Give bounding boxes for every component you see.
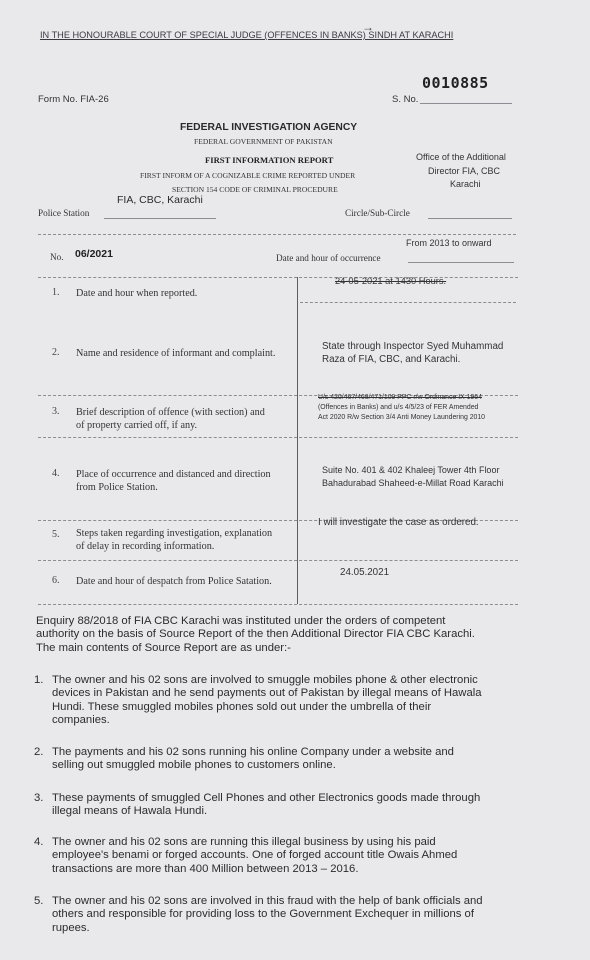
point-line: The payments and his 02 sons running his online Company under a website and <box>52 746 454 758</box>
row-3-label-line: Brief description of offence (with section) and <box>76 407 265 418</box>
row-separator <box>38 560 518 561</box>
intro-line: authority on the basis of Source Report of the then Additional Director FIA CBC Karachi. <box>36 628 475 641</box>
row-5-label-line: of delay in recording information. <box>76 541 215 552</box>
point-line: devices in Pakistan and he send payments out of Pakistan by illegal means of Hawala <box>52 687 482 700</box>
office-line-1: Office of the Additional <box>416 152 506 162</box>
row-5-number: 5. <box>52 529 60 540</box>
point-line: rupees. <box>52 921 90 934</box>
row-4-label-line: from Police Station. <box>76 482 158 493</box>
row-4-value-line: Bahadurabad Shaheed-e-Millat Road Karachi <box>322 478 504 488</box>
row-1-value-line: 24-05-2021 at 1430 Hours. <box>335 276 447 286</box>
row-1-value <box>335 275 446 287</box>
point-line: Hundi. These smuggled mobiles phones sold out under the umbrella of their <box>52 700 432 713</box>
from-note: From 2013 to onward <box>406 238 492 248</box>
row-2-value <box>322 340 503 366</box>
row-5-label-line: Steps taken regarding investigation, explanation <box>76 528 273 539</box>
point-2-number: 2. <box>34 746 44 758</box>
row-6-number: 6. <box>52 575 60 586</box>
point-line: These payments of smuggled Cell Phones and other Electronics goods made through <box>52 792 481 804</box>
intro-line: Enquiry 88/2018 of FIA CBC Karachi was instituted under the orders of competent <box>36 615 446 627</box>
agency-title: FEDERAL INVESTIGATION AGENCY <box>180 122 358 133</box>
police-station-underline <box>104 218 216 219</box>
point-line: The owner and his 02 sons are involved in this fraud with the help of bank officials and <box>52 895 483 907</box>
row-1-label <box>76 287 197 300</box>
point-5-text <box>52 895 483 935</box>
serial-underline <box>420 103 512 104</box>
row-6-value <box>340 567 389 579</box>
row-4-value <box>322 464 504 490</box>
point-2-text <box>52 746 454 773</box>
police-station-label: Police Station <box>38 208 90 218</box>
row-2-number: 2. <box>52 347 60 358</box>
report-subtitle-2: SECTION 154 CODE OF CRIMINAL PROCEDURE <box>172 185 338 194</box>
point-line: others and responsible for providing loss to the Government Exchequer in millions of <box>52 908 474 921</box>
point-3-number: 3. <box>34 792 44 804</box>
point-4-number: 4. <box>34 836 44 848</box>
point-line: illegal means of Hawala Hundi. <box>52 805 208 818</box>
no-label: No. <box>50 252 64 262</box>
office-line-2: Director FIA, CBC <box>428 166 501 176</box>
row-5-label <box>76 527 272 553</box>
court-heading: IN THE HONOURABLE COURT OF SPECIAL JUDGE (OFFENCES IN BANKS) SINDH AT KARACHI <box>40 30 454 40</box>
government-title: FEDERAL GOVERNMENT OF PAKISTAN <box>194 137 333 146</box>
point-line: The owner and his 02 sons are involved to smuggle mobiles phone & other electronic <box>52 674 478 686</box>
row-4-label-line: Place of occurrence and distanced and direction <box>76 469 271 480</box>
row-2-value-line: Raza of FIA, CBC, and Karachi. <box>322 354 461 365</box>
point-1-number: 1. <box>34 674 44 686</box>
row-separator <box>38 437 518 438</box>
row-2-label-line: Name and residence of informant and complaint. <box>76 348 276 359</box>
row-6-value-line: 24.05.2021 <box>340 567 390 578</box>
point-line: employee's benami or forged accounts. One of forged account title Owais Ahmed <box>52 849 458 862</box>
row-1-label-line: Date and hour when reported. <box>76 288 198 299</box>
point-line: companies. <box>52 713 110 726</box>
police-station-value: FIA, CBC, Karachi <box>117 194 203 206</box>
row-5-value <box>318 517 479 529</box>
occurrence-label: Date and hour of occurrence <box>276 253 381 263</box>
point-line: transactions are more than 400 Million between 2013 – 2016. <box>52 862 359 875</box>
point-5-number: 5. <box>34 895 44 907</box>
point-3-text <box>52 792 480 819</box>
report-title: FIRST INFORMATION REPORT <box>205 155 334 165</box>
row-3-label <box>76 406 265 432</box>
intro-paragraph <box>36 615 475 655</box>
circle-label: Circle/Sub-Circle <box>345 208 410 218</box>
row-3-value <box>318 393 485 423</box>
row-separator <box>300 302 516 303</box>
pen-mark: → <box>362 20 374 34</box>
row-4-number: 4. <box>52 468 60 479</box>
serial-label: S. No. <box>392 94 419 105</box>
intro-line: The main contents of Source Report are as under:- <box>36 641 291 654</box>
row-2-value-line: State through Inspector Syed Muhammad <box>322 341 504 352</box>
row-1-number: 1. <box>52 287 60 298</box>
header-separator <box>38 234 516 235</box>
office-line-3: Karachi <box>450 179 481 189</box>
point-1-text <box>52 674 482 727</box>
report-subtitle-1: FIRST INFORM OF A COGNIZABLE CRIME REPORTED UNDER <box>140 171 356 180</box>
row-3-value-line: (Offences in Banks) and u/s 4/5/23 of FER Amended <box>318 404 479 411</box>
row-3-value-line: Act 2020 R/w Section 3/4 Anti Money Laundering 2010 <box>318 414 486 421</box>
table-bottom-rule <box>38 604 518 605</box>
row-5-value-line: I will investigate the case as ordered. <box>318 517 479 528</box>
table-divider <box>297 277 298 604</box>
fir-number: 06/2021 <box>75 248 113 260</box>
serial-number: 0010885 <box>422 74 489 92</box>
row-3-number: 3. <box>52 406 60 417</box>
row-4-label <box>76 468 271 494</box>
row-6-label <box>76 575 272 588</box>
point-line: The owner and his 02 sons are running this illegal business by using his paid <box>52 836 436 848</box>
row-2-label <box>76 347 275 360</box>
point-4-text <box>52 836 457 876</box>
occurrence-underline <box>408 262 514 263</box>
row-3-label-line: of property carried off, if any. <box>76 420 198 431</box>
row-3-value-line: U/s 420/467/468/471/109 PPC r/w Ordinance IX 1964 <box>318 394 482 401</box>
point-line: selling out smuggled mobile phones to customers online. <box>52 759 336 772</box>
circle-underline <box>428 218 512 219</box>
form-number: Form No. FIA-26 <box>38 94 109 105</box>
row-4-value-line: Suite No. 401 & 402 Khaleej Tower 4th Floor <box>322 465 500 475</box>
row-6-label-line: Date and hour of despatch from Police Satation. <box>76 576 272 587</box>
